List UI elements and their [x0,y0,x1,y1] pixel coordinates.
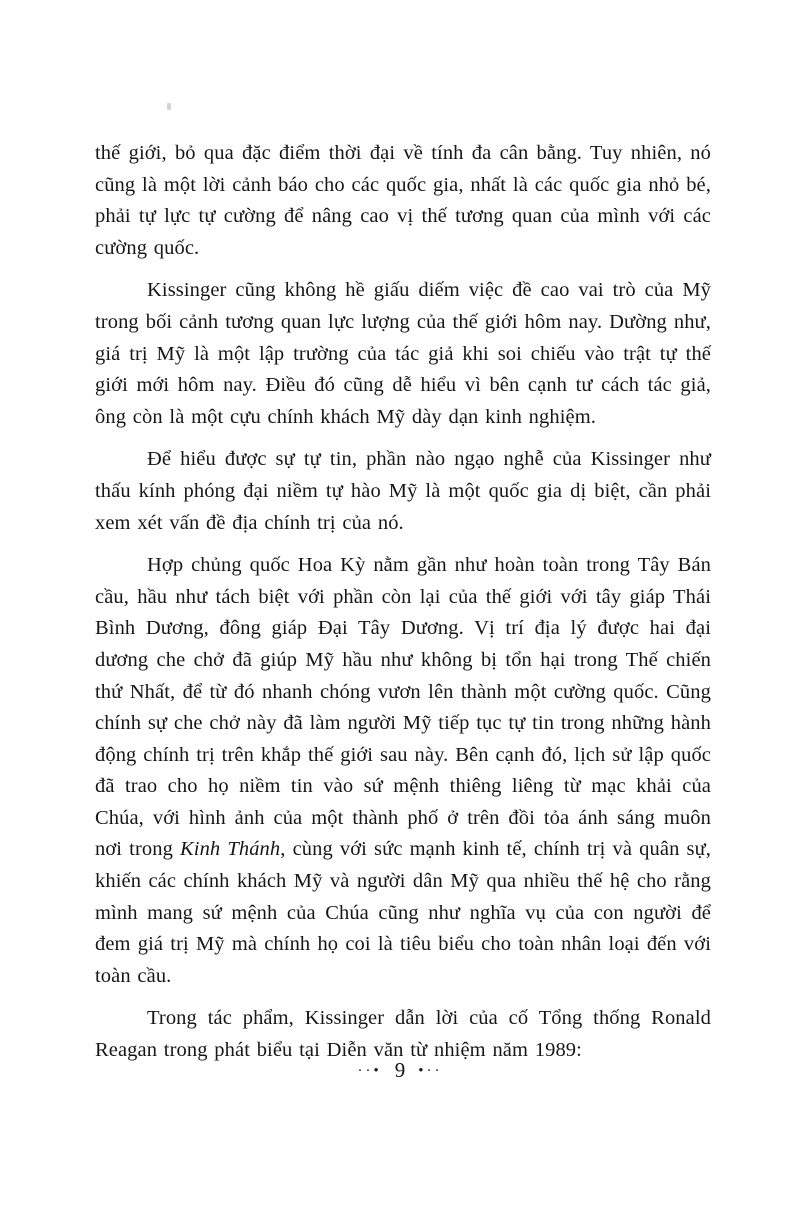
paragraph [95,444,711,539]
scan-artifact [167,103,171,110]
paragraph-text-italic: Kinh Thánh [180,838,281,861]
paragraph-text: Để hiểu được sự tự tin, phần nào ngạo nghễ của Kissinger như thấu kính phóng đại niềm tự hào Mỹ là một quốc gia dị biệt, cần phải xem xét vấn đề địa chính trị của nó. [95,448,711,534]
paragraph-text: , cùng với sức mạnh kinh tế, chính trị và quân sự, khiến các chính khách Mỹ và người dân Mỹ qua nhiều thế hệ cho rằng mình mang sứ mệnh của Chúa cũng như nghĩa vụ của con người để đem giá trị Mỹ mà chính họ coi là tiêu biểu cho toàn nhân loại đến với toàn cầu. [95,838,712,987]
paragraph-text: Trong tác phẩm, Kissinger dẫn lời của cố Tổng thống Ronald Reagan trong phát biểu tại Diễn văn từ nhiệm năm 1989: [95,1007,711,1062]
paragraph [95,550,711,992]
footer-ornament-left: ··• [357,1063,382,1079]
paragraph-text: Kissinger cũng không hề giấu diếm việc đề cao vai trò của Mỹ trong bối cảnh tương quan lực lượng của thế giới hôm nay. Dường như, giá trị Mỹ là một lập trường của tác giả khi soi chiếu vào trật tự thế giới mới hôm nay. Điều đó cũng dễ hiểu vì bên cạnh tư cách tác giả, ông còn là một cựu chính khách Mỹ dày dạn kinh nghiệm. [95,279,711,428]
paragraph [95,275,711,433]
paragraph [95,138,711,264]
paragraph-text: thế giới, bỏ qua đặc điểm thời đại về tính đa cân bằng. Tuy nhiên, nó cũng là một lời cảnh báo cho các quốc gia, nhất là các quốc gia nhỏ bé, phải tự lực tự cường để nâng cao vị thế tương quan của mình với các cường quốc. [95,142,711,259]
page-number: 9 [394,1058,406,1082]
paragraph-text: Hợp chủng quốc Hoa Kỳ nằm gần như hoàn toàn trong Tây Bán cầu, hầu như tách biệt với phần còn lại của thế giới với tây giáp Thái Bình Dương, đông giáp Đại Tây Dương. Vị trí địa lý được hai đại dương che chở đã giúp Mỹ hầu như không bị tổn hại trong Thế chiến thứ Nhất, để từ đó nhanh chóng vươn lên thành một cường quốc. Cũng chính sự che chở này đã làm người Mỹ tiếp tục tự tin trong những hành động chính trị trên khắp thế giới sau này. Bên cạnh đó, lịch sử lập quốc đã trao cho họ niềm tin vào sứ mệnh thiêng liêng từ mạc khải của Chúa, với hình ảnh của một thành phố ở trên đồi tỏa ánh sáng muôn nơi trong [95,554,711,861]
page-footer [0,1058,800,1083]
page-text [95,138,711,1078]
footer-ornament-right: •·· [418,1063,443,1079]
